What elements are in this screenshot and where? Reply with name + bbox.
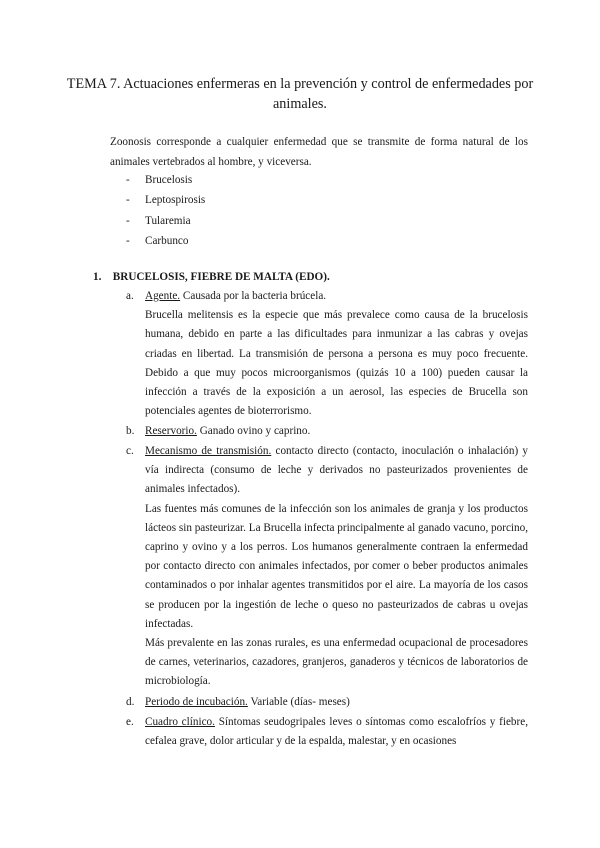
transmision-paragraph-2: Más prevalente en las zonas rurales, es una enfermedad ocupacional de procesadores de carnes, veterinarios, cazadores, granjeros, ganaderos y técnicos de laboratorios de microbiología. xyxy=(145,637,528,688)
list-item: - Tularemia xyxy=(126,214,191,227)
reservorio-label: Reservorio. xyxy=(145,425,197,437)
transmision-paragraph-1: Las fuentes más comunes de la infección son los animales de granja y los productos lácteos sin pasteurizar. La Brucella infecta principalmente al ganado vacuno, porcino, caprino y ovino y a los perros. Los humanos generalmente contraen la enfermedad por contacto directo con animales infectados, por comer o beber productos animales contaminados o por inhalar agentes transmitidos por el aire. La mayoría de los casos se producen por la ingestión de leche o queso no pasteurizados de cabras u ovejas infectadas. xyxy=(145,502,529,630)
item-agente: Agente. Causada por la bacteria brúcela. Brucella melitensis es la especie que más prevalece como causa de la brucelosis humana, debido en parte a las dificultades para inmunizar a las cabras y ovejas criadas en libertad. La transmisión de persona a persona es muy poco frecuente. Debido a que muy pocos microorganismos (quizás 10 a 100) pueden causar la infección a través de la exposición a un aerosol, las especies de Brucella son potenciales agentes de bioterrorismo. xyxy=(145,287,528,421)
agente-paragraph: Brucella melitensis es la especie que más prevalece como causa de la brucelosis humana, debido en parte a las dificultades para inmunizar a las cabras y ovejas criadas en libertad. La transmisión de persona a persona es muy poco frecuente. Debido a que muy pocos microorganismos (quizás 10 a 100) pueden causar la infección a través de la exposición a un aerosol, las especies de Brucella son potenciales agentes de bioterrorismo. xyxy=(145,309,528,418)
item-incubacion: Periodo de incubación. Variable (días- meses) xyxy=(145,696,350,708)
zoonosis-list xyxy=(126,170,205,252)
page-title: TEMA 7. Actuaciones enfermeras en la prevención y control de enfermedades por animales. xyxy=(66,76,534,112)
intro-paragraph: Zoonosis corresponde a cualquier enfermedad que se transmite de forma natural de los animales vertebrados al hombre, y viceversa. xyxy=(110,136,528,168)
item-transmision: Mecanismo de transmisión. contacto directo (contacto, inoculación o inhalación) y vía indirecta (consumo de leche y derivados no pasteurizados provenientes de animales infectados). Las fuentes más comunes de la infección son los animales de granja y los productos lácteos sin pasteurizar. La Brucella infecta principalmente al ganado vacuno, porcino, caprino y ovino y a los perros. Los humanos generalmente contraen la enfermedad por contacto directo con animales infectados, por comer o beber productos animales contaminados o por inhalar agentes transmitidos por el aire. La mayoría de los casos se producen por la ingestión de leche o queso no pasteurizados de cabras u ovejas infectadas. Más prevalente en las zonas rurales, es una enfermedad ocupacional de procesadores de carnes, veterinarios, cazadores, granjeros, ganaderos y técnicos de laboratorios de microbiología. xyxy=(145,442,528,692)
list-item: - Carbunco xyxy=(126,235,189,248)
item-reservorio: Reservorio. Ganado ovino y caprino. xyxy=(145,425,311,437)
cuadro-label: Cuadro clínico. xyxy=(145,716,215,728)
item-cuadro-clinico: Cuadro clínico. Síntomas seudogripales leves o síntomas como escalofríos y fiebre, cefalea grave, dolor articular y de la espalda, malestar, y en ocasiones xyxy=(145,716,528,748)
section-heading: 1. BRUCELOSIS, FIEBRE DE MALTA (EDO). xyxy=(93,271,330,283)
incubacion-label: Periodo de incubación. xyxy=(145,696,248,708)
list-item: - Leptospirosis xyxy=(126,194,206,207)
transmision-label: Mecanismo de transmisión. xyxy=(145,445,272,457)
agente-label: Agente. xyxy=(145,290,181,302)
document-page: TEMA 7. Actuaciones enfermeras en la prevención y control de enfermedades por animales. Zoonosis corresponde a cualquier enfermedad que se transmite de forma natural de los animales vertebrados al hombre, y viceversa. - Brucelosis - Leptospirosis - Tularemia - Carbunco 1. BRUCELOSIS, FIEBRE DE MALTA (EDO). a. Agente. Causada por la bacteria brúcela. Brucella melitensis es la especie que más prevalece como causa de la brucelosis humana, debido en parte a las dificultades para inmunizar a las cabras y ovejas criadas en libertad. La transmisión de persona a persona es muy poco frecuente. Debido a que muy pocos microorganismos (quizás 10 a 100) pueden causar la infección a través de la exposición a un aerosol, las especies de Brucella son potenciales agentes de bioterrorismo. b. Reservorio. Ganado ovino y caprino. c. Mecanismo de transmisión. contacto directo (contacto, inoculación o inhalación) y vía indirecta (consumo de leche y derivados no pasteurizados provenientes de animales infectados). Las fuentes más comunes de la infección son los animales de granja y los productos lácteos sin pasteurizar. La Brucella infecta principalmente al ganado vacuno, porcino, caprino y ovino y a los perros. Los humanos generalmente contraen la enfermedad por contacto directo con animales infectados, por comer o beber productos animales contaminados o por inhalar agentes transmitidos por el aire. La mayoría de los casos se producen por la ingestión de leche o queso no pasteurizados de cabras u ovejas infectadas. Más prevalente en las zonas rurales, es una enfermedad ocupacional de procesadores de carnes, veterinarios, cazadores, granjeros, ganaderos y técnicos de laboratorios de microbiología. d. Periodo de incubación. Variable (días- meses) e. Cuadro clínico. Síntomas seudogripales leves o síntomas como escalofríos y fiebre, cefalea grave, dolor articular y de la espalda, malestar, y en ocasiones xyxy=(0,0,600,848)
list-item: - Brucelosis xyxy=(126,174,193,186)
